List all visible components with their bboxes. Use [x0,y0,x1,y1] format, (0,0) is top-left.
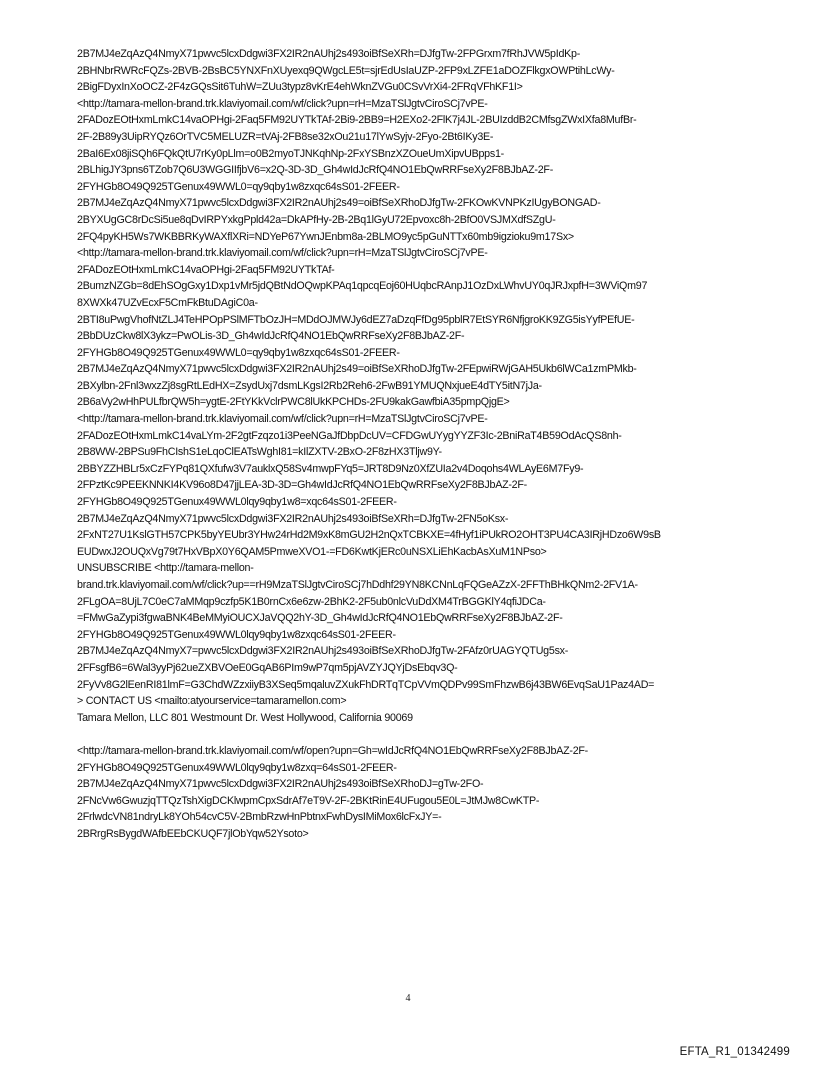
text-line: 2FQ4pyKH5Ws7WKBBRKyWAXflXRi=NDYeP67YwnJEnbm8a-2BLMO9yc5pGuNTTx60mb9igzioku9m17Sx> [77,230,574,243]
text-line: 2FyVv8G2lEenRI81lmF=G3ChdWZzxiiyB3XSeq5mqaluvZXukFhDRTqTCpVVmQDPv99SmFhzwB6j43BW6EvqSaU1Paz4AD= [77,678,655,691]
text-line: 2FADozEOtHxmLmkC14vaLYm-2F2gtFzqzo1i3PeeNGaJfDbpDcUV=CFDGwUYygYYZF3Ic-2BniRaT4B59OdAcQS8nh- [77,429,622,442]
email-link-block [77,46,777,726]
text-line: 2BigFDyxInXoOCZ-2F4zGQsSit6TuhW=ZUu3typz8vKrE4ehWknZVGu0CSvVrXi4-2FRqVFhKF1I> [77,81,523,94]
text-line: 2B7MJ4eZqAzQ4NmyX71pwvc5lcxDdgwi3FX2IR2nAUhj2s493oiBfSeXRh=DJfgTw-2FPGrxm7fRhJVW5pIdKp- [77,48,581,60]
text-line: 2BRrgRsBygdWAfbEEbCKUQF7jlObYqw52Ysoto> [77,827,309,840]
text-line: 2FLgOA=8UjL7C0eC7aMMqp9czfp5K1B0rnCx6e6zw-2BhK2-2F5ub0nlcVuDdXM4TrBGGKlY4qfiJDCa- [77,595,546,608]
text-line: 2B7MJ4eZqAzQ4NmyX71pwvc5lcxDdgwi3FX2IR2nAUhj2s493oiBfSeXRh=DJfgTw-2FN5oKsx- [77,512,509,525]
text-line: 2FADozEOtHxmLmkC14vaOPHgi-2Faq5FM92UYTkTAf-2Bi9-2BB9=H2EXo2-2FlK7j4JL-2BUIzddB2CMfsgZWxIXfa8MufBr- [77,114,637,127]
text-line: <http://tamara-mellon-brand.trk.klaviyomail.com/wf/click?upn=rH=MzaTSlJgtvCiroSCj7vPE- [77,97,488,110]
text-line: 2B7MJ4eZqAzQ4NmyX7=pwvc5lcxDdgwi3FX2IR2nAUhj2s493oiBfSeXRhoDJfgTw-2FAfz0rUAGYQTUg5sx- [77,645,569,658]
text-line: 2BXylbn-2Fnl3wxzZj8sgRtLEdHX=ZsydUxj7dsmLKgsI2Rb2Reh6-2FwB91YMUQNxjueE4dTY5itN7jJa- [77,379,542,392]
text-line: 2FFsgfB6=6Wal3yyPj62ueZXBVOeE0GqAB6PIm9wP7qm5pjAVZYJQYjDsEbqv3Q- [77,661,458,674]
tracking-pixel-link-block [77,743,777,843]
text-line: =FMwGaZypi3fgwaBNK4BeMMyiOUCXJaVQQ2hY-3D_Gh4wIdJcRfQ4NO1EbQwRRFseXy2F8BJbAZ-2F- [77,612,563,625]
text-line: 2BTI8uPwgVhofNtZLJ4TeHPOpPSlMFTbOzJH=MDdOJMWJy6dEZ7aDzqFfDg95pblR7EtSYR6NfjgroKK9ZG5isYyfPEfUE- [77,313,635,326]
text-line: 2B7MJ4eZqAzQ4NmyX71pwvc5lcxDdgwi3FX2IR2nAUhj2s493oiBfSeXRhoDJ=gTw-2FO- [77,778,484,791]
text-line: <http://tamara-mellon-brand.trk.klaviyomail.com/wf/click?upn=rH=MzaTSlJgtvCiroSCj7vPE- [77,247,488,260]
text-line: 2B8WW-2BPSu9FhCIshS1eLqoClEATsWghI81=kIlZXTV-2BxO-2F8zHX3Tljw9Y- [77,446,442,459]
text-line: 2FYHGb8O49Q925TGenux49WWL0=qy9qby1w8zxqc64sS01-2FEER- [77,180,400,193]
text-line: 2F-2B89y3UipRYQz6OrTVC5MELUZR=tVAj-2FB8se32xOu21u17lYwSyjv-2Fyo-2Bt6IKy3E- [77,130,494,143]
text-line: 2B6aVy2wHhPULfbrQW5h=ygtE-2FtYKkVclrPWC8lUkKPCHDs-2FU9kakGawfbiA35pmpQjgE> [77,396,510,409]
page-number: 4 [405,993,411,1004]
bates-number: EFTA_R1_01342499 [679,1046,790,1058]
text-line: > CONTACT US <mailto:atyourservice=tamaramellon.com> [77,695,347,708]
text-line: 2FYHGb8O49Q925TGenux49WWL0=qy9qby1w8zxqc64sS01-2FEER- [77,346,400,359]
text-line: 2BaI6Ex08jiSQh6FQkQtU7rKy0pLlm=o0B2myoTJNKqhNp-2FxYSBnzXZOueUmXipvUBpps1- [77,147,504,160]
text-line: 8XWXk47UZvEcxF5CmFkBtuDAgiC0a- [77,296,258,309]
text-line: 2FYHGb8O49Q925TGenux49WWL0lqy9qby1w8=xqc64sS01-2FEER- [77,496,397,509]
text-line: 2FADozEOtHxmLmkC14vaOPHgi-2Faq5FM92UYTkTAf- [77,263,335,276]
text-line: 2B7MJ4eZqAzQ4NmyX71pwvc5lcxDdgwi3FX2IR2nAUhj2s49=oiBfSeXRhoDJfgTw-2FEpwiRWjGAH5Ukb6lWCa1zmPMkb- [77,363,637,376]
text-line: 2B7MJ4eZqAzQ4NmyX71pwvc5lcxDdgwi3FX2IR2nAUhj2s49=oiBfSeXRhoDJfgTw-2FKOwKVNPKzIUgyBONGAD- [77,197,601,210]
text-line: 2BBYZZHBLr5xCzFYPq81QXfufw3V7auklxQ58Sv4mwpFYq5=JRT8D9Nz0XfZUIa2v4Doqohs4WLAyE6M7Fy9- [77,462,584,475]
text-line: 2BbDUzCkw8lX3ykz=PwOLis-3D_Gh4wIdJcRfQ4NO1EbQwRRFseXy2F8BJbAZ-2F- [77,330,465,343]
text-line: 2FrlwdcVN81ndryLk8YOh54cvC5V-2BmbRzwHnPbtnxFwhDysIMiMox6lcFxJY=- [77,811,442,824]
paragraph-gap [77,726,777,743]
text-line: 2BLhigJY3pns6TZob7Q6U3WGGIIfjbV6=x2Q-3D-3D_Gh4wIdJcRfQ4NO1EbQwRRFseXy2F8BJbAZ-2F- [77,164,554,177]
text-line: 2BumzNZGb=8dEhSOgGxy1Dxp1vMr5jdQBtNdOQwpKPAq1qpcqEoj60HUqbcRAnpJ1OzDxLWhvUY0qJRJxpfH=3WViQm97 [77,280,648,293]
text-line: <http://tamara-mellon-brand.trk.klaviyomail.com/wf/open?upn=Gh=wIdJcRfQ4NO1EbQwRRFseXy2F8BJbAZ-2F- [77,744,588,757]
text-line: brand.trk.klaviyomail.com/wf/click?up==rH9MzaTSlJgtvCiroSCj7hDdhf29YN8KCNnLqFQGeAZzX-2FFThBHkQNm2-2FV1A- [77,579,638,591]
text-line: EUDwxJ2OUQxVg79t7HxVBpX0Y6QAM5PmweXVO1-=FD6KwtKjERc0uNSXLiEhKacbAsXuM1NPso> [77,545,547,558]
text-line: 2BHNbrRWRcFQZs-2BVB-2BsBC5YNXFnXUyexq9QWgcLE5t=sjrEdUsIaUZP-2FP9xLZFE1aDOZFlkgxOWPtihLcWy- [77,64,615,77]
text-line: 2FYHGb8O49Q925TGenux49WWL0lqy9qby1w8zxq=64sS01-2FEER- [77,761,397,774]
text-line: 2FNcVw6GwuzjqTTQzTshXigDCKlwpmCpxSdrAf7eT9V-2F-2BKtRinE4UFugou5E0L=JtMJw8CwKTP- [77,794,540,807]
text-line: 2FPztKc9PEEKNNKI4KV96o8D47jjLEA-3D-3D=Gh4wIdJcRfQ4NO1EbQwRRFseXy2F8BJbAZ-2F- [77,479,527,492]
text-line: 2FYHGb8O49Q925TGenux49WWL0lqy9qby1w8zxqc64sS01-2FEER- [77,628,396,641]
text-line: Tamara Mellon, LLC 801 Westmount Dr. West Hollywood, California 90069 [77,711,413,724]
text-line: 2BYXUgGC8rDcSi5ue8qDvIRPYxkgPpld42a=DkAPfHy-2B-2Bq1lGyU72Epvoxc8h-2BfO0VSJMXdfSZgU- [77,213,556,226]
text-line: 2FxNT27U1KslGTH57CPK5byYEUbr3YHw24rHd2M9xK8mGU2H2nQxTCBKXE=4fHyf1iPUkRO2OHT3PU4CA3IRjHDzo6W9sB [77,529,661,542]
email-body-text [77,46,777,843]
text-line: <http://tamara-mellon-brand.trk.klaviyomail.com/wf/click?upn=rH=MzaTSlJgtvCiroSCj7vPE- [77,413,488,426]
text-line: UNSUBSCRIBE <http://tamara-mellon- [77,562,254,575]
